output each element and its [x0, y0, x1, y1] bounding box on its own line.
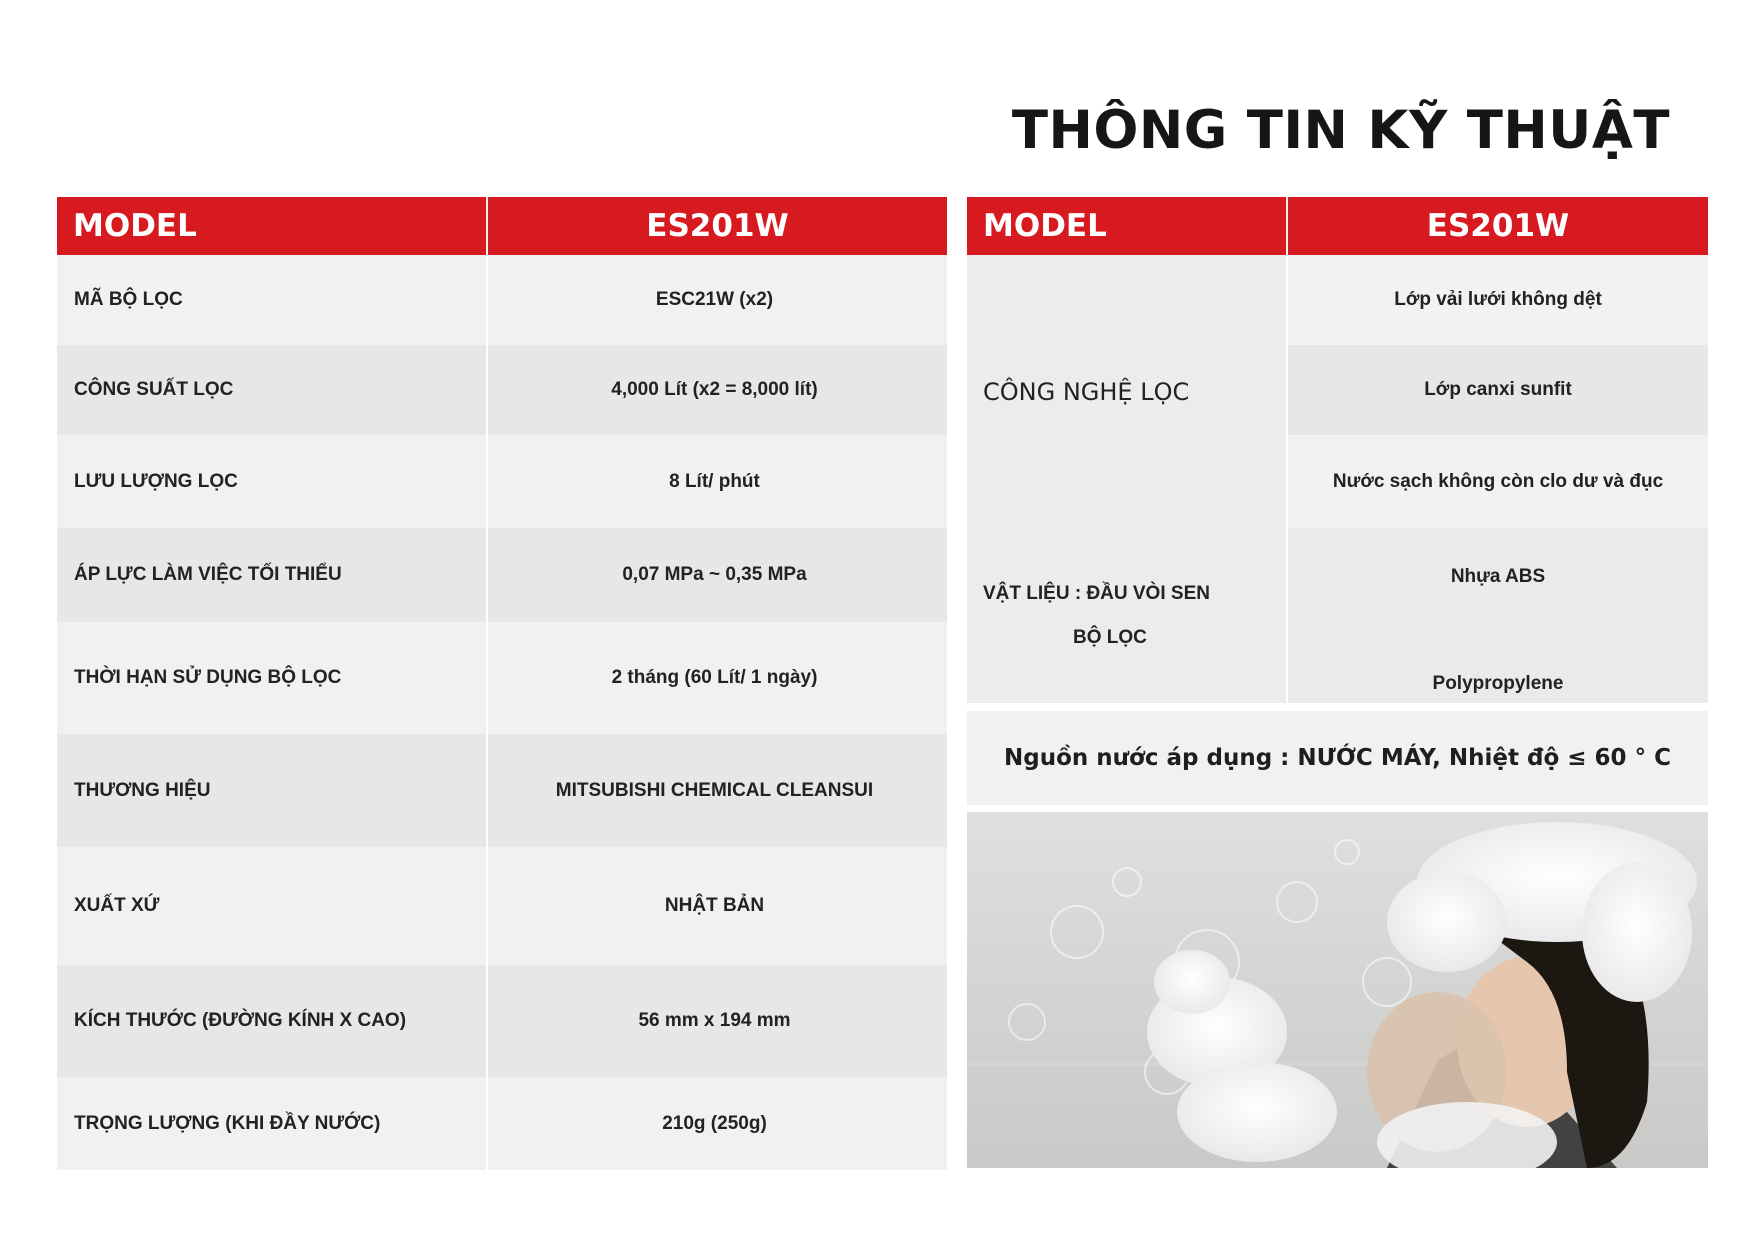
technology-label: CÔNG NGHỆ LỌC	[983, 377, 1190, 406]
table-row	[967, 528, 1708, 703]
material-value-cell	[1287, 528, 1708, 703]
material-value-filter: Polypropylene	[1432, 673, 1564, 694]
model-header-value: ES201W	[487, 197, 947, 255]
row-label-pressure: ÁP LỰC LÀM VIỆC TỐI THIỂU	[57, 528, 487, 622]
row-value-flow-rate: 8 Lít/ phút	[487, 435, 947, 528]
technology-label-cell	[967, 255, 1287, 528]
row-label-origin: XUẤT XỨ	[57, 847, 487, 965]
child-bath-foam-photo-icon	[967, 812, 1708, 1168]
material-label-line1: VẬT LIỆU : ĐẦU VÒI SEN	[983, 582, 1210, 604]
technology-layer-1: Lớp vải lưới không dệt	[1287, 255, 1708, 345]
water-source-note: Nguồn nước áp dụng : NƯỚC MÁY, Nhiệt độ ≤ 60 ° C	[967, 711, 1708, 805]
table-row	[57, 528, 947, 622]
row-value-weight: 210g (250g)	[487, 1077, 947, 1170]
technology-result: Nước sạch không còn clo dư và đục	[1287, 435, 1708, 528]
row-label-flow-rate: LƯU LƯỢNG LỌC	[57, 435, 487, 528]
table-row	[57, 622, 947, 734]
table-row	[967, 255, 1708, 345]
row-value-origin: NHẬT BẢN	[487, 847, 947, 965]
row-label-weight: TRỌNG LƯỢNG (KHI ĐẦY NƯỚC)	[57, 1077, 487, 1170]
model-header-value: ES201W	[1287, 197, 1708, 255]
spec-table-header	[57, 197, 947, 255]
row-label-lifetime: THỜI HẠN SỬ DỤNG BỘ LỌC	[57, 622, 487, 734]
row-value-capacity: 4,000 Lít (x2 = 8,000 lít)	[487, 345, 947, 435]
table-row	[57, 847, 947, 965]
material-label-cell	[967, 528, 1287, 703]
table-row	[57, 1077, 947, 1170]
model-header-label: MODEL	[57, 197, 487, 255]
material-value-head: Nhựa ABS	[1450, 566, 1546, 587]
photo-illustration	[967, 812, 1708, 1168]
row-label-filter-code: MÃ BỘ LỌC	[57, 255, 487, 345]
table-row	[57, 965, 947, 1077]
row-label-capacity: CÔNG SUẤT LỌC	[57, 345, 487, 435]
row-label-dimensions: KÍCH THƯỚC (ĐƯỜNG KÍNH X CAO)	[57, 965, 487, 1077]
row-value-pressure: 0,07 MPa ~ 0,35 MPa	[487, 528, 947, 622]
row-value-filter-code: ESC21W (x2)	[487, 255, 947, 345]
row-label-brand: THƯƠNG HIỆU	[57, 734, 487, 847]
row-value-lifetime: 2 tháng (60 Lít/ 1 ngày)	[487, 622, 947, 734]
spec-table-left	[57, 197, 947, 1170]
table-row	[57, 734, 947, 847]
model-header-label: MODEL	[967, 197, 1287, 255]
spec-table-header	[967, 197, 1708, 255]
technology-layer-2: Lớp canxi sunfit	[1287, 345, 1708, 435]
table-row	[57, 435, 947, 528]
row-value-brand: MITSUBISHI CHEMICAL CLEANSUI	[487, 734, 947, 847]
row-value-dimensions: 56 mm x 194 mm	[487, 965, 947, 1077]
table-row	[57, 255, 947, 345]
page-title: THÔNG TIN KỸ THUẬT	[1011, 100, 1670, 161]
table-row	[57, 345, 947, 435]
material-label-line2: BỘ LỌC	[1073, 626, 1147, 648]
spec-table-right	[967, 197, 1708, 703]
